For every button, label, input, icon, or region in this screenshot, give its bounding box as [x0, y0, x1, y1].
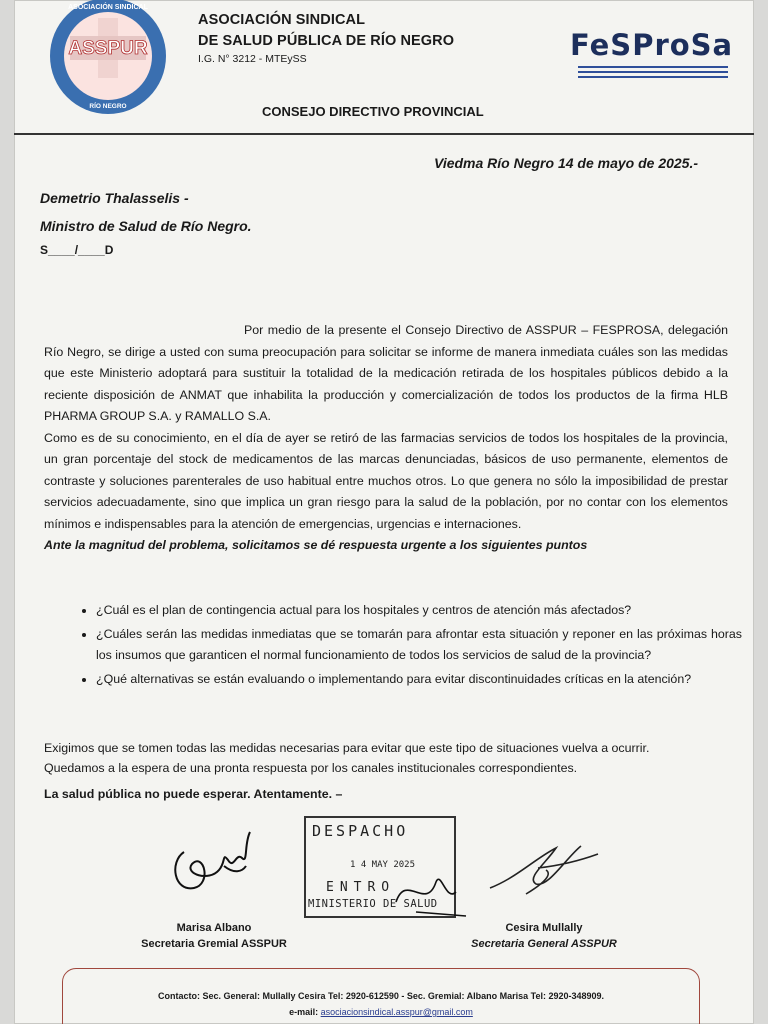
footer-email-link[interactable]: asociacionsindical.asspur@gmail.com — [320, 1007, 473, 1017]
signer-left-role: Secretaria Gremial ASSPUR — [141, 938, 287, 950]
org-name-line1: ASOCIACIÓN SINDICAL — [198, 12, 366, 28]
closing-3: La salud pública no puede esperar. Atentamente. – — [44, 787, 343, 801]
letter-date: Viedma Río Negro 14 de mayo de 2025.- — [434, 155, 699, 171]
paragraph-2: Como es de su conocimiento, en el día de ayer se retiró de las farmacias servicios de todos los hospitales de la provincia, un gran porcentaje del stock de medicamentos de las marcas denunciadas, básicos de uso permanente, elementos de contraste y soluciones parenterales de uso habitual entre muchos otros. Lo que genera no sólo la imposibilidad de prestar servicios adecuadamente, sino que implica un gran riesgo para la salud de la población, por no contar con los elementos mínimos e indispensables para la atención de emergencias, urgencias e internaciones. — [44, 430, 728, 531]
signer-left-name: Marisa Albano — [176, 922, 252, 934]
paragraph-3: Ante la magnitud del problema, solicitamos se dé respuesta urgente a los siguientes puntos — [44, 538, 588, 552]
asspur-logo-icon — [40, 0, 176, 120]
recipient-name: Demetrio Thalasselis - — [40, 190, 189, 206]
stamp-line4: MINISTERIO DE SALUD — [308, 898, 438, 910]
asspur-logo-text: ASSPUR — [68, 38, 148, 59]
recipient-title: Ministro de Salud de Río Negro. — [40, 218, 252, 234]
asspur-logo-ring-bottom: RÍO NEGRO — [89, 103, 127, 110]
org-registration: I.G. N° 3212 - MTEySS — [198, 53, 307, 65]
request-points — [68, 600, 742, 692]
footer-email-line — [63, 1007, 699, 1017]
stamp-line3: ENTRO — [326, 880, 396, 895]
signer-right-role: Secretaria General ASSPUR — [471, 938, 617, 950]
footer-email-label: e-mail: — [289, 1007, 319, 1017]
stamp-date: 1 4 MAY 2025 — [350, 860, 416, 870]
list-item: • ¿Cuáles serán las medidas inmediatas que se tomarán para afrontar esta situación y reponer en las próximas horas los insumos que garanticen el normal funcionamiento de todos los servicios de salud de la provincia? — [96, 624, 742, 667]
signature-right — [444, 920, 644, 952]
closing-2: Quedamos a la espera de una pronta respuesta por los canales institucionales correspondientes. — [44, 761, 578, 775]
list-item: • ¿Qué alternativas se están evaluando o implementando para evitar discontinuidades críticas en la atención? — [96, 669, 742, 691]
letter-body — [44, 320, 728, 557]
fesprosa-logo-lines — [578, 66, 728, 81]
closing-1: Exigimos que se tomen todas las medidas necesarias para evitar que este tipo de situaciones vuelva a ocurrir. — [44, 741, 650, 755]
signature-right-icon — [486, 838, 606, 898]
list-item: • ¿Cuál es el plan de contingencia actual para los hospitales y centros de atención más afectados? — [96, 600, 742, 622]
council-title: CONSEJO DIRECTIVO PROVINCIAL — [262, 104, 484, 119]
fesprosa-logo-icon — [570, 24, 734, 84]
paragraph-1: Por medio de la presente el Consejo Directivo de ASSPUR – FESPROSA, delegación Río Negro, se dirige a usted con suma preocupación para solicitar se informe de manera inmediata cuáles son las medidas que este Ministerio adoptará para sustituir la totalidad de la medicación retirada de los hospitales públicos debido a la reciente disposición de ANMAT que inhabilita la producción y comercialización de todos los productos de la firma HLB PHARMA GROUP S.A. y RAMALLO S.A. — [44, 323, 728, 423]
letter-page — [14, 0, 754, 1024]
stamp-initials-icon — [386, 862, 476, 922]
stamp-line1: DESPACHO — [312, 822, 409, 840]
footer-contact-box — [62, 968, 700, 1024]
footer-contact: Contacto: Sec. General: Mullally Cesira Tel: 2920-612590 - Sec. Gremial: Albano Marisa Tel: 2920-348909. — [157, 991, 605, 1001]
org-name — [198, 10, 454, 52]
header-divider — [14, 133, 754, 135]
asspur-logo-ring-top: ASOCIACIÓN SINDICAL — [68, 4, 148, 11]
signature-left-icon — [164, 822, 264, 900]
fesprosa-logo-text: FeSProSa — [570, 28, 734, 62]
signer-right-name: Cesira Mullally — [505, 922, 583, 934]
org-name-line2: DE SALUD PÚBLICA DE RÍO NEGRO — [198, 33, 455, 49]
salutation: S____/____D — [40, 243, 114, 257]
signature-left — [114, 920, 314, 952]
